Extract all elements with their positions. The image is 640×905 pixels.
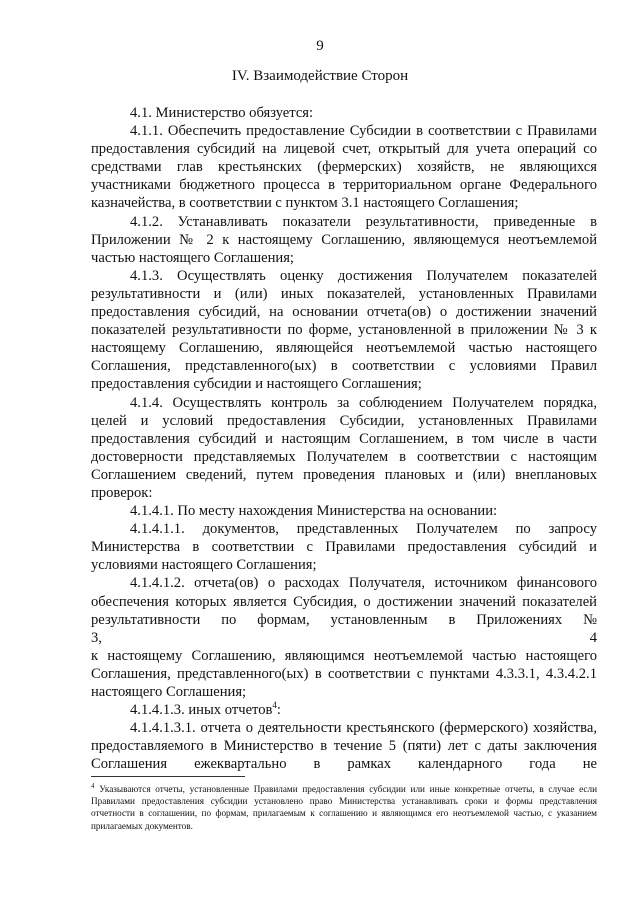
paragraph-4-1-4-1-2-cont: к настоящему Соглашению, являющимся неотъемлемой частью настоящего Соглашения, представленного(ых) в соответствии с пунктами 4.3.3.1, 4.3.4.2.1 настоящего Соглашения; [91,647,597,700]
footnote-divider [91,776,245,777]
paragraph-4-1-2: 4.1.2. Устанавливать показатели результативности, приведенные в Приложении № 2 к настоящему Соглашению, являющемуся неотъемлемой частью настоящего Соглашения; [91,213,597,266]
colon: : [276,702,281,719]
footnote-number: 4 [91,781,95,790]
paragraph-4-1-4-1-1: 4.1.4.1.1. документов, представленных Получателем по запросу Министерства в соответствии с Правилами предоставления субсидий и условиями настоящего Соглашения; [91,521,597,574]
paragraph-4-1-4-1-3-1: 4.1.4.1.3.1. отчета о деятельности крестьянского (фермерского) хозяйства, предоставляемого в Министерство в течение 5 (пяти) лет с даты заключения Соглашения ежеквартально в рамках календарного года не [91,720,597,773]
annex-number-3: 3, [91,629,102,646]
paragraph-annex-numbers [91,629,597,647]
annex-number-4: 4 [589,629,597,646]
footnote-text: Указываются отчеты, установленные Правилами предоставления субсидии или иные конкретные отчеты, в случае если Правилами предоставления субсидии установлено право Министерства устанавливать сроки и формы представления отчетности в соглашении, по формам, прилагаемым к соглашению и являющимся его неотъемлемой частью, с указанием прилагаемых документов. [91,784,597,831]
document-body [91,104,597,773]
paragraph-4-1-4-1-2: 4.1.4.1.2. отчета(ов) о расходах Получателя, источником финансового обеспечения которых является Субсидия, о достижении значений показателей результативности по формам, установленным в Приложениях № [91,575,597,628]
paragraph-4-1: 4.1. Министерство обязуется: [130,105,314,121]
paragraph-4-1-4: 4.1.4. Осуществлять контроль за соблюдением Получателем порядка, целей и условий предоставления Субсидии, установленных Правилами предоставления субсидий и настоящим Соглашением, в том числе в части достоверности представляемых Получателем в соответствии с настоящим Соглашением сведений, путем проведения плановых и (или) внеплановых проверок: [91,394,597,501]
paragraph-4-1-4-1-3 [91,701,597,719]
footnote [91,783,597,832]
section-title: IV. Взаимодействие Сторон [231,68,409,84]
paragraph-4-1-4-1-3-text: 4.1.4.1.3. иных отчетов [130,702,273,719]
paragraph-4-1-4-1: 4.1.4.1. По месту нахождения Министерства на основании: [130,503,498,520]
paragraph-4-1-1: 4.1.1. Обеспечить предоставление Субсидии в соответствии с Правилами предоставления субсидий на лицевой счет, открытый для учета операций со средствами глав крестьянских (фермерских) хозяйств, не являющихся участниками бюджетного процесса в территориальном органе Федерального казначейства, в соответствии с пунктом 3.1 настоящего Соглашения; [91,123,597,212]
paragraph-4-1-3: 4.1.3. Осуществлять оценку достижения Получателем показателей результативности и (или) иных показателей, установленных Правилами предоставления субсидий, на основании отчета(ов) о достижении значений показателей результативности по форме, установленной в приложении № 3 к настоящему Соглашению, являющейся неотъемлемой частью настоящего Соглашения, представленного(ых) в соответствии с условиями Правил предоставления субсидии и настоящего Соглашения; [91,267,597,393]
page-number: 9 [316,38,324,54]
footnote-reference[interactable]: 4 [272,700,277,711]
